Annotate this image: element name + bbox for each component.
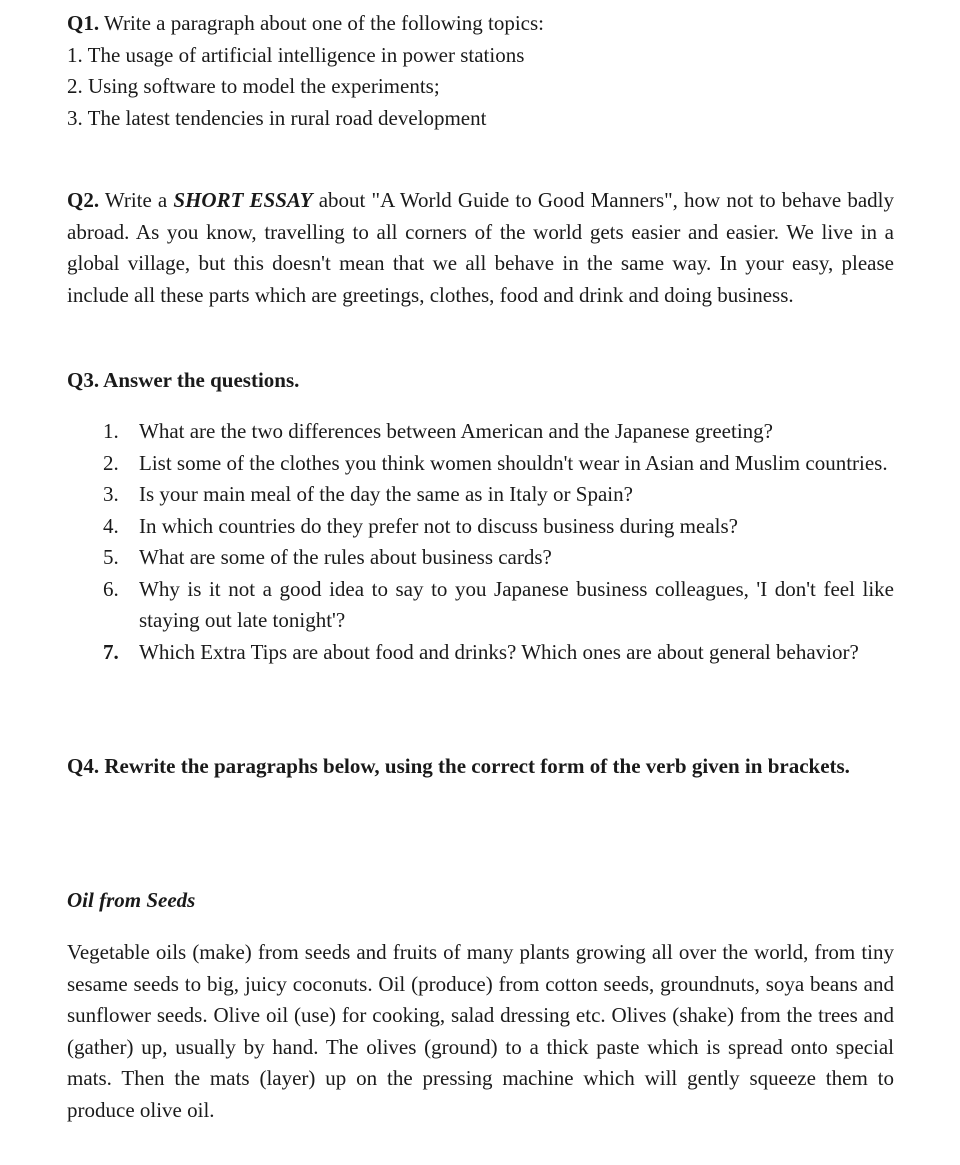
passage-title: Oil from Seeds — [67, 888, 196, 912]
question-text: What are some of the rules about business cards? — [139, 545, 552, 569]
list-item — [67, 448, 894, 480]
q4-section — [67, 751, 894, 783]
q3-section — [67, 365, 894, 397]
question-list — [67, 416, 894, 668]
question-number: 3. — [103, 482, 119, 506]
q1-topic: 2. Using software to model the experiments; — [67, 74, 440, 98]
question-number: 2. — [103, 450, 119, 475]
question-number: 7. — [103, 639, 119, 664]
q2-text-after: about "A World Guide to Good Manners", how not to behave badly abroad. As you know, travelling to all corners of the world gets easier and easier. We live in a global village, but this doesn't mean that we all behave in the same way. In your easy, please include all these parts which are greetings, clothes, food and drink and doing business. — [67, 188, 895, 307]
question-text: In which countries do they prefer not to discuss business during meals? — [139, 513, 738, 538]
q2-section — [67, 185, 894, 311]
q2-emphasis: SHORT ESSAY — [173, 188, 313, 212]
list-item — [67, 416, 894, 448]
q1-prompt-line — [67, 8, 894, 40]
list-item — [67, 511, 894, 543]
q1-section — [67, 8, 894, 134]
q1-label: Q1. — [67, 11, 100, 35]
question-text: Which Extra Tips are about food and drinks? Which ones are about general behavior? — [139, 639, 859, 664]
passage-body — [67, 937, 894, 1126]
question-number: 4. — [103, 513, 119, 538]
question-text: What are the two differences between American and the Japanese greeting? — [139, 419, 773, 443]
question-text: Is your main meal of the day the same as in Italy or Spain? — [139, 482, 633, 506]
list-item — [67, 637, 894, 669]
list-item — [67, 479, 894, 511]
passage-title-block — [67, 885, 894, 917]
q1-topic: 1. The usage of artificial intelligence in power stations — [67, 42, 525, 67]
q1-topic: 3. The latest tendencies in rural road development — [67, 105, 487, 130]
question-text: List some of the clothes you think women shouldn't wear in Asian and Muslim countries. — [139, 450, 888, 475]
question-number: 1. — [103, 419, 119, 443]
list-item — [67, 542, 894, 574]
q4-label: Q4. — [67, 754, 100, 778]
q4-heading: Rewrite the paragraphs below, using the correct form of the verb given in brackets. — [104, 754, 850, 778]
q2-text-before: Write a — [104, 188, 168, 212]
q3-questions — [67, 416, 894, 668]
question-number: 5. — [103, 545, 119, 569]
q2-label: Q2. — [67, 188, 100, 212]
passage-text: Vegetable oils (make) from seeds and fruits of many plants growing all over the world, from tiny sesame seeds to big, juicy coconuts. Oil (produce) from cotton seeds, groundnuts, soya beans and sunflower seeds. Olive oil (use) for cooking, salad dressing etc. Olives (shake) from the trees and (gather) up, usually by hand. The olives (ground) to a thick paste which is spread onto special mats. Then the mats (layer) up on the pressing machine which will gently squeeze them to produce olive oil. — [67, 940, 894, 1122]
list-item — [67, 574, 894, 637]
question-text: Why is it not a good idea to say to you Japanese business colleagues, 'I don't feel like staying out late tonight'? — [139, 576, 894, 632]
q1-prompt: Write a paragraph about one of the following topics: — [103, 11, 544, 35]
question-number: 6. — [103, 576, 119, 601]
q3-heading: Q3. Answer the questions. — [67, 368, 300, 392]
